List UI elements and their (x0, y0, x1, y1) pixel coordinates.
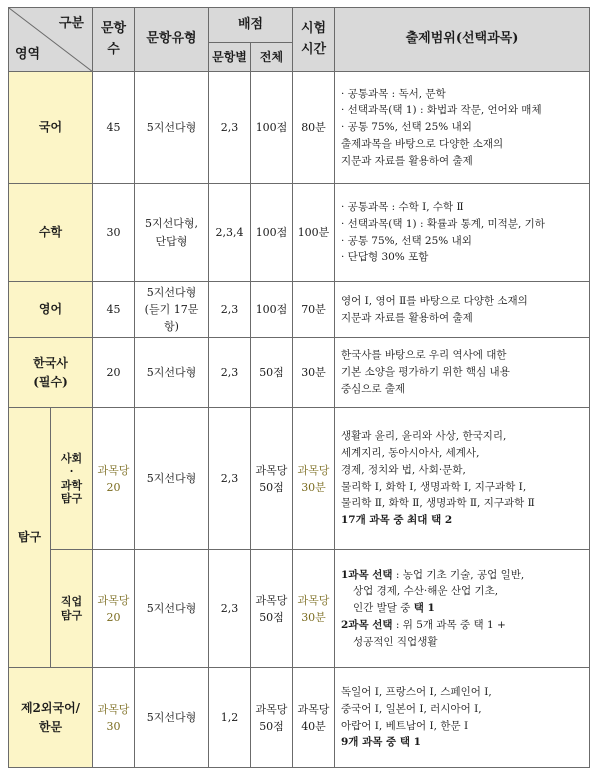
type-social-science: 5지선다형 (135, 408, 209, 550)
per-english: 2,3 (209, 282, 251, 338)
total-vocational: 과목당 50점 (251, 550, 293, 668)
area-korean: 국어 (9, 72, 93, 184)
time-math: 100분 (293, 184, 335, 282)
type-math: 5지선다형, 단답형 (135, 184, 209, 282)
scope-english: 영어 Ⅰ, 영어 Ⅱ를 바탕으로 다양한 소재의 지문과 자료를 활용하여 출제 (335, 282, 590, 338)
sub-vocational: 직업 탐구 (51, 550, 93, 668)
count-foreign-language: 과목당 30 (93, 668, 135, 768)
per-math: 2,3,4 (209, 184, 251, 282)
time-social-science: 과목당 30분 (293, 408, 335, 550)
scope-foreign-language: 독일어 Ⅰ, 프랑스어 Ⅰ, 스페인어 Ⅰ, 중국어 Ⅰ, 일본어 Ⅰ, 러시아어 Ⅰ, 아랍어 Ⅰ, 베트남어 Ⅰ, 한문 Ⅰ 9개 과목 중 택 1 (335, 668, 590, 768)
scope-vocational: 1과목 선택 : 농업 기초 기술, 공업 일반, 상업 경제, 수산·해운 산업 기초, 인간 발달 중 택 1 2과목 선택 : 위 5개 과목 중 택 1 + 성공적인 직업생활 (335, 550, 590, 668)
total-foreign-language: 과목당 50점 (251, 668, 293, 768)
area-history: 한국사 (필수) (9, 338, 93, 408)
header-gubun: 구분 (58, 16, 84, 31)
area-inquiry: 탐구 (9, 408, 51, 668)
header-area: 영역 (15, 46, 41, 62)
count-korean: 45 (93, 72, 135, 184)
time-vocational: 과목당 30분 (293, 550, 335, 668)
header-corner (9, 8, 93, 72)
scope-math: · 공통과목 : 수학 Ⅰ, 수학 Ⅱ · 선택과목(택 1) : 확률과 통계, 미적분, 기하 · 공통 75%, 선택 25% 내외 · 단답형 30% 포함 (335, 184, 590, 282)
row-inquiry-social-science (9, 408, 590, 550)
per-social-science: 2,3 (209, 408, 251, 550)
count-english: 45 (93, 282, 135, 338)
total-english: 100점 (251, 282, 293, 338)
per-korean: 2,3 (209, 72, 251, 184)
type-history: 5지선다형 (135, 338, 209, 408)
sub-social-science: 사회 · 과학 탐구 (51, 408, 93, 550)
scope-korean: · 공통과목 : 독서, 문학 · 선택과목(택 1) : 화법과 작문, 언어와 매체 · 공통 75%, 선택 25% 내외 출제과목을 바탕으로 다양한 소재의 지문과 자료를 활용하여 출제 (335, 72, 590, 184)
row-foreign-language (9, 668, 590, 768)
type-vocational: 5지선다형 (135, 550, 209, 668)
scope-social-science: 생활과 윤리, 윤리와 사상, 한국지리, 세계지리, 동아시아사, 세계사, 경제, 정치와 법, 사회·문화, 물리학 Ⅰ, 화학 Ⅰ, 생명과학 Ⅰ, 지구과학 Ⅰ, 물리학 Ⅱ, 화학 Ⅱ, 생명과학 Ⅱ, 지구과학 Ⅱ 17개 과목 중 최대 택 2 (335, 408, 590, 550)
header-points: 배점 (209, 8, 293, 43)
exam-structure-table (8, 7, 590, 768)
row-english (9, 282, 590, 338)
area-english: 영어 (9, 282, 93, 338)
scope-history: 한국사를 바탕으로 우리 역사에 대한 기본 소양을 평가하기 위한 핵심 내용 중심으로 출제 (335, 338, 590, 408)
total-history: 50점 (251, 338, 293, 408)
header-points-total: 전체 (251, 43, 293, 72)
header-scope: 출제범위(선택과목) (335, 8, 590, 72)
count-math: 30 (93, 184, 135, 282)
header-exam-time: 시험 시간 (293, 8, 335, 72)
time-english: 70분 (293, 282, 335, 338)
per-history: 2,3 (209, 338, 251, 408)
total-math: 100점 (251, 184, 293, 282)
time-history: 30분 (293, 338, 335, 408)
row-inquiry-vocational (9, 550, 590, 668)
area-math: 수학 (9, 184, 93, 282)
type-korean: 5지선다형 (135, 72, 209, 184)
header-num-questions: 문항 수 (93, 8, 135, 72)
total-social-science: 과목당 50점 (251, 408, 293, 550)
per-vocational: 2,3 (209, 550, 251, 668)
type-english: 5지선다형 (듣기 17문항) (135, 282, 209, 338)
row-math (9, 184, 590, 282)
count-vocational: 과목당 20 (93, 550, 135, 668)
time-korean: 80분 (293, 72, 335, 184)
count-history: 20 (93, 338, 135, 408)
area-foreign-language: 제2외국어/ 한문 (9, 668, 93, 768)
per-foreign-language: 1,2 (209, 668, 251, 768)
count-social-science: 과목당 20 (93, 408, 135, 550)
type-foreign-language: 5지선다형 (135, 668, 209, 768)
row-korean (9, 72, 590, 184)
header-question-type: 문항유형 (135, 8, 209, 72)
row-history (9, 338, 590, 408)
total-korean: 100점 (251, 72, 293, 184)
header-points-per-question: 문항별 (209, 43, 251, 72)
time-foreign-language: 과목당 40분 (293, 668, 335, 768)
